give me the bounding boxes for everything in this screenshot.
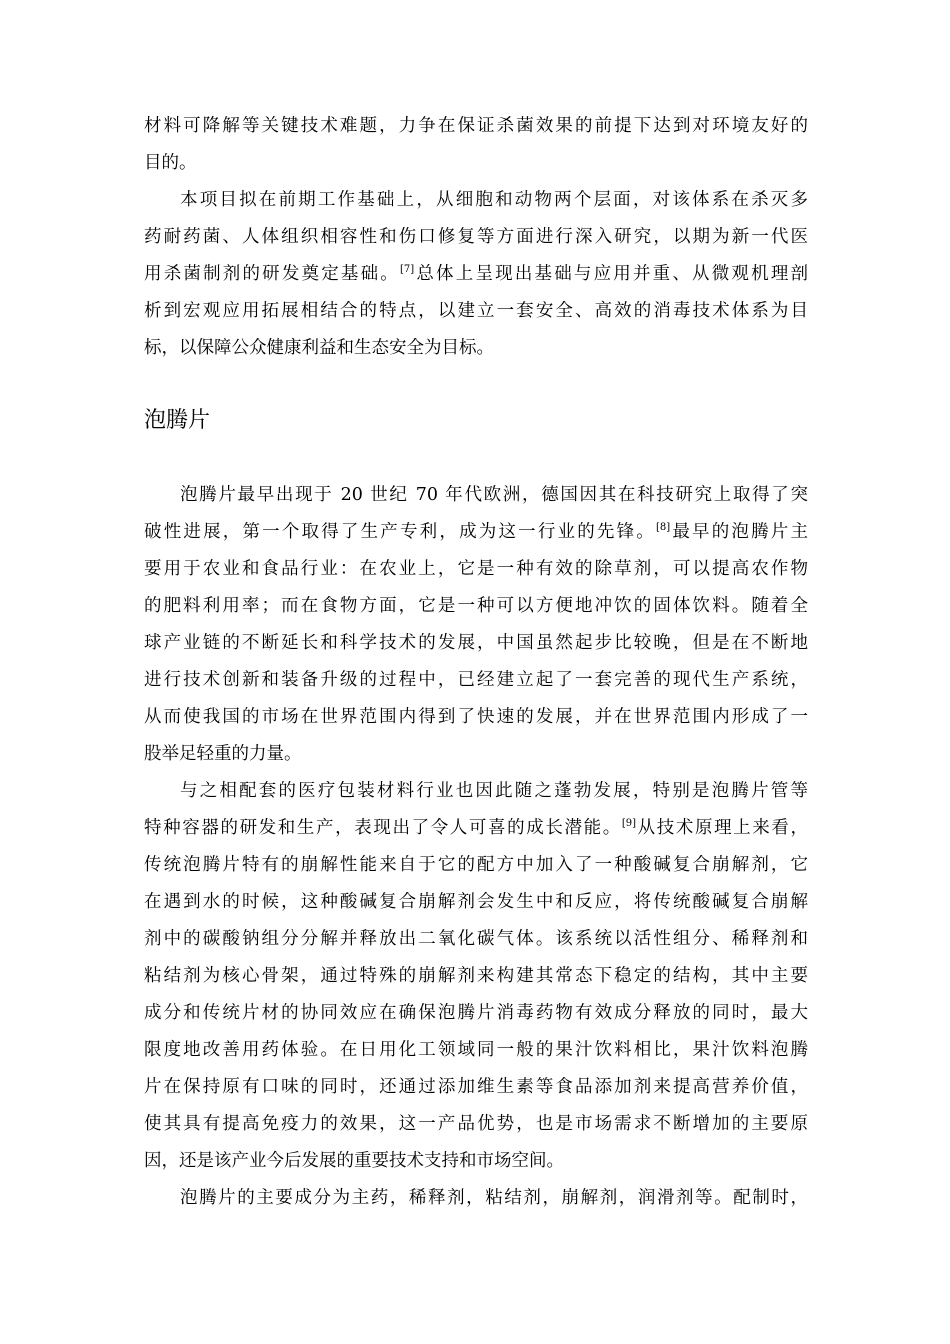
text-line: 因，还是该产业今后发展的重要技术支持和市场空间。	[144, 1151, 564, 1171]
text-line: 材料可降解等关键技术难题，力争在保证杀菌效果的前提下达到对环境友好的	[144, 116, 808, 136]
text-line: 药耐药菌、人体组织相容性和伤口修复等方面进行深入研究，以期为新一代医	[144, 227, 808, 247]
text-line: 粘结剂为核心骨架，通过特殊的崩解剂来构建其常态下稳定的结构，其中主要	[144, 966, 808, 986]
text-line: 传统泡腾片特有的崩解性能来自于它的配方中加入了一种酸碱复合崩解剂，它	[144, 855, 808, 875]
paragraph	[144, 477, 808, 773]
citation-marker: [9]	[621, 818, 636, 830]
section-heading: 泡腾片	[144, 408, 211, 433]
paragraph	[144, 182, 808, 367]
paragraph	[144, 108, 808, 182]
text-line: 限度地改善用药体验。在日用化工领域同一般的果汁饮料相比，果汁饮料泡腾	[144, 1040, 808, 1060]
text-line: 使其具有提高免疫力的效果，这一产品优势，也是市场需求不断增加的主要原	[144, 1114, 808, 1134]
text-line: 标，以保障公众健康利益和生态安全为目标。	[144, 338, 494, 358]
text-line: 析到宏观应用拓展相结合的特点，以建立一套安全、高效的消毒技术体系为目	[144, 301, 808, 321]
text-line: 球产业链的不断延长和科学技术的发展，中国虽然起步比较晚，但是在不断地	[144, 633, 808, 653]
text-line: 成分和传统片材的协同效应在确保泡腾片消毒药物有效成分释放的同时，最大	[144, 1003, 808, 1023]
text-line: 片在保持原有口味的同时，还通过添加维生素等食品添加剂来提高营养价值，	[144, 1077, 808, 1097]
text-line: 用杀菌制剂的研发奠定基础。[7]总体上呈现出基础与应用并重、从微观机理剖	[144, 264, 809, 284]
citation-marker: [7]	[400, 264, 415, 276]
text-line: 目的。	[144, 153, 197, 173]
text-line: 剂中的碳酸钠组分分解并释放出二氧化碳气体。该系统以活性组分、稀释剂和	[144, 929, 808, 949]
text-line: 特种容器的研发和生产，表现出了令人可喜的成长潜能。[9]从技术原理上来看，	[144, 818, 809, 838]
paragraph	[144, 1180, 808, 1217]
text-line: 与之相配套的医疗包装材料行业也因此随之蓬勃发展，特别是泡腾片管等	[180, 781, 808, 801]
paragraph	[144, 773, 808, 1180]
intro-text	[144, 108, 808, 367]
section-body	[144, 477, 808, 1217]
text-line: 从而使我国的市场在世界范围内得到了快速的发展，并在世界范围内形成了一	[144, 707, 808, 727]
citation-marker: [8]	[655, 522, 671, 534]
text-line: 在遇到水的时候，这种酸碱复合崩解剂会发生中和反应，将传统酸碱复合崩解	[144, 892, 808, 912]
text-line: 泡腾片的主要成分为主药，稀释剂，粘结剂，崩解剂，润滑剂等。配制时，	[180, 1188, 808, 1208]
text-line: 泡腾片最早出现于 20 世纪 70 年代欧洲，德国因其在科技研究上取得了突	[180, 485, 808, 505]
text-line: 进行技术创新和装备升级的过程中，已经建立起了一套完善的现代生产系统，	[144, 670, 808, 690]
text-line: 要用于农业和食品行业：在农业上，它是一种有效的除草剂，可以提高农作物	[144, 559, 808, 579]
document-page	[144, 108, 808, 1217]
text-line: 破性进展，第一个取得了生产专利，成为这一行业的先锋。[8]最早的泡腾片主	[144, 522, 808, 542]
text-line: 本项目拟在前期工作基础上，从细胞和动物两个层面，对该体系在杀灭多	[180, 190, 808, 210]
text-line: 的肥料利用率；而在食物方面，它是一种可以方便地冲饮的固体饮料。随着全	[144, 596, 808, 616]
text-line: 股举足轻重的力量。	[144, 744, 302, 764]
